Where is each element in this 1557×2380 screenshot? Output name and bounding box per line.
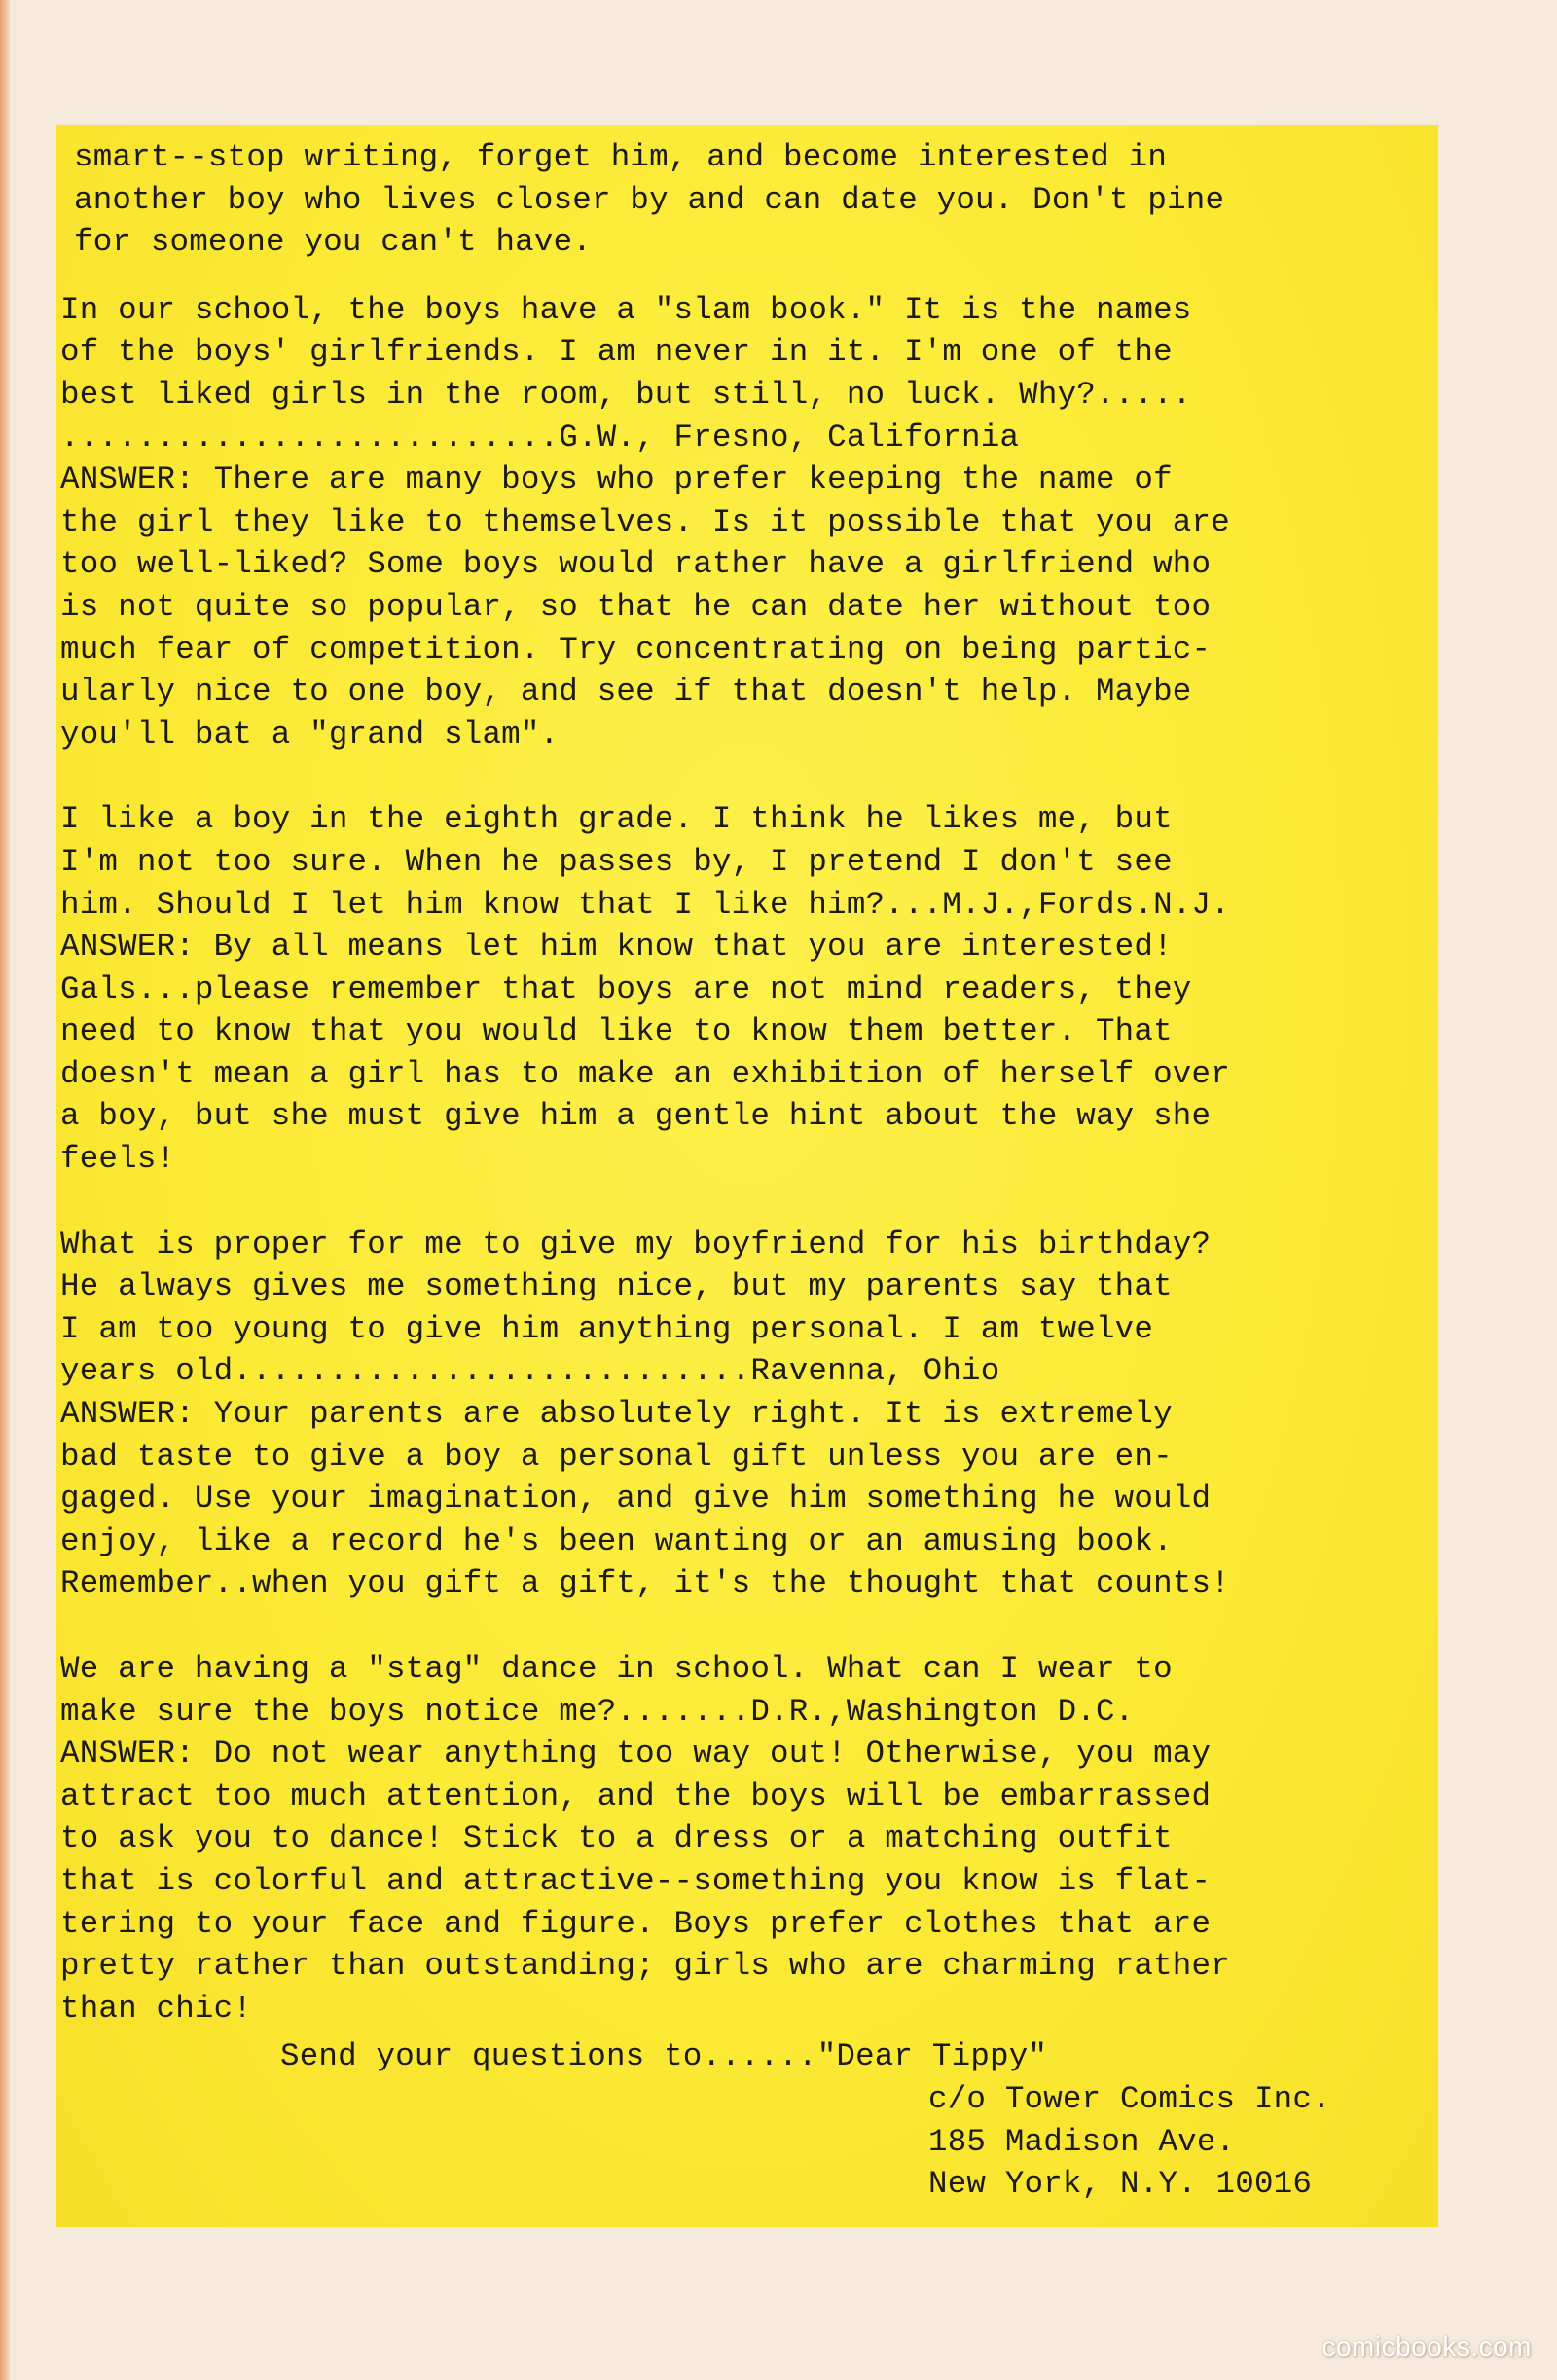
letter-eighth-grade <box>60 798 1399 1180</box>
address-line: New York, N.Y. 10016 <box>928 2166 1313 2203</box>
text-line: ANSWER: By all means let him know that you are interested! <box>60 929 1173 966</box>
text-line: We are having a "stag" dance in school. What can I wear to <box>60 1651 1173 1687</box>
text-line: is not quite so popular, so that he can date her without too <box>60 588 1212 625</box>
text-line: much fear of competition. Try concentrating on being partic- <box>60 631 1212 668</box>
advice-column-panel <box>56 125 1438 2227</box>
text-line: smart--stop writing, forget him, and become interested in <box>74 139 1168 175</box>
text-line: the girl they like to themselves. Is it possible that you are <box>60 503 1230 540</box>
text-line: for someone you can't have. <box>74 224 592 261</box>
letter-birthday-gift <box>60 1224 1399 1605</box>
letter-slam-book <box>60 289 1399 756</box>
text-line: enjoy, like a record he's been wanting or an amusing book. <box>60 1522 1173 1559</box>
text-line: that is colorful and attractive--something you know is flat- <box>60 1862 1212 1899</box>
text-line: years old...........................Ravenna, Ohio <box>60 1353 1000 1390</box>
address-line: c/o Tower Comics Inc. <box>928 2080 1331 2117</box>
intro-paragraph <box>60 136 1399 264</box>
send-questions-line: Send your questions to......"Dear Tippy" <box>280 2038 1048 2075</box>
text-line: doesn't mean a girl has to make an exhibition of herself over <box>60 1055 1230 1092</box>
page-edge <box>0 0 10 2380</box>
text-line: best liked girls in the room, but still, no luck. Why?..... <box>60 376 1192 413</box>
text-line: What is proper for me to give my boyfriend for his birthday? <box>60 1226 1212 1263</box>
text-line: you'll bat a "grand slam". <box>60 715 560 752</box>
mailing-address <box>60 2035 1399 2205</box>
text-line: ANSWER: Your parents are absolutely right. It is extremely <box>60 1396 1173 1433</box>
text-line: Gals...please remember that boys are not mind readers, they <box>60 970 1192 1007</box>
text-line: In our school, the boys have a "slam book." It is the names <box>60 291 1192 328</box>
text-line: feels! <box>60 1141 176 1178</box>
text-line: I am too young to give him anything personal. I am twelve <box>60 1310 1154 1347</box>
text-line: ularly nice to one boy, and see if that doesn't help. Maybe <box>60 674 1192 711</box>
text-line: ANSWER: There are many boys who prefer keeping the name of <box>60 461 1173 498</box>
text-line: He always gives me something nice, but my parents say that <box>60 1268 1173 1305</box>
text-line: ANSWER: Do not wear anything too way out! Otherwise, you may <box>60 1736 1212 1773</box>
letter-stag-dance <box>60 1648 1399 2030</box>
site-watermark: comicbooks.com <box>1322 2331 1532 2362</box>
text-line: pretty rather than outstanding; girls who are charming rather <box>60 1948 1230 1985</box>
text-line: Remember..when you gift a gift, it's the thought that counts! <box>60 1565 1230 1602</box>
text-line: too well-liked? Some boys would rather have a girlfriend who <box>60 546 1212 583</box>
text-line: him. Should I let him know that I like him?...M.J.,Fords.N.J. <box>60 886 1230 923</box>
text-line: a boy, but she must give him a gentle hint about the way she <box>60 1098 1212 1135</box>
text-line: attract too much attention, and the boys will be embarrassed <box>60 1777 1212 1814</box>
text-line: tering to your face and figure. Boys prefer clothes that are <box>60 1905 1212 1942</box>
text-line: another boy who lives closer by and can date you. Don't pine <box>74 181 1225 218</box>
text-line: bad taste to give a boy a personal gift unless you are en- <box>60 1438 1173 1475</box>
text-line: ..........................G.W., Fresno, California <box>60 419 1020 456</box>
text-line: to ask you to dance! Stick to a dress or a matching outfit <box>60 1820 1173 1857</box>
text-line: gaged. Use your imagination, and give him something he would <box>60 1481 1212 1518</box>
text-line: need to know that you would like to know them better. That <box>60 1013 1173 1050</box>
text-line: of the boys' girlfriends. I am never in it. I'm one of the <box>60 334 1173 371</box>
text-line: I like a boy in the eighth grade. I think he likes me, but <box>60 801 1173 838</box>
text-line: make sure the boys notice me?.......D.R.,Washington D.C. <box>60 1693 1135 1730</box>
text-line: I'm not too sure. When he passes by, I pretend I don't see <box>60 843 1173 880</box>
address-line: 185 Madison Ave. <box>928 2123 1236 2160</box>
text-line: than chic! <box>60 1990 253 2027</box>
